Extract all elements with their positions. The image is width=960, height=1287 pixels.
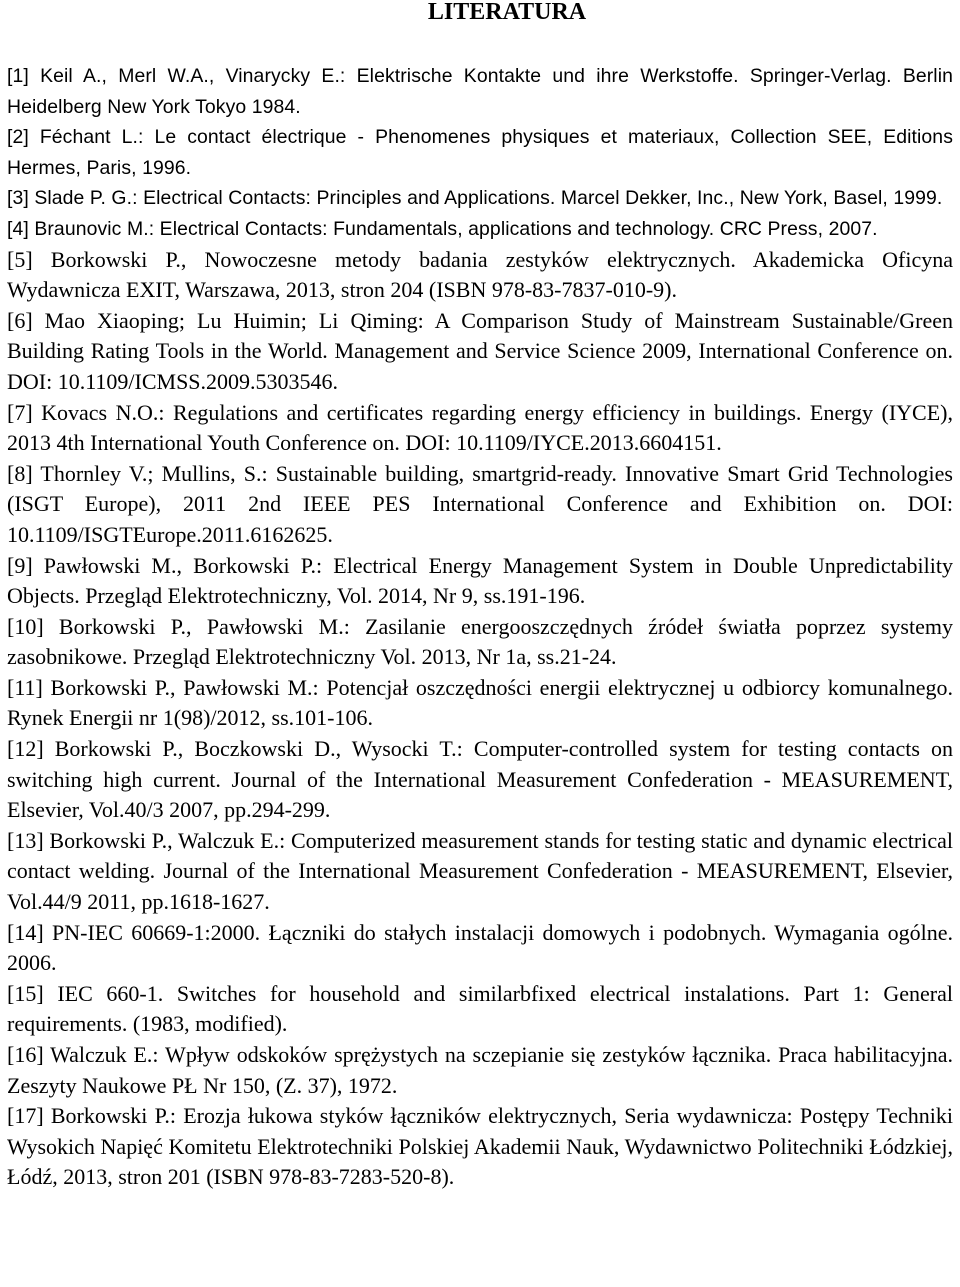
reference-item: [12] Borkowski P., Boczkowski D., Wysocki T.: Computer-controlled system for testing contacts on switching high current. Journal of the International Measurement Confederation - MEASUREMENT, Elsevier, Vol.40/3 2007, pp.294-299. <box>7 736 953 823</box>
reference-item: [7] Kovacs N.O.: Regulations and certificates regarding energy efficiency in buildings. Energy (IYCE), 2013 4th International Youth Conference on. DOI: 10.1109/IYCE.2013.6604151. <box>7 399 953 456</box>
reference-list <box>7 61 953 1193</box>
reference-item: [16] Walczuk E.: Wpływ odskoków sprężystych na sczepianie się zestyków łącznika. Praca habilitacyjna. Zeszyty Naukowe PŁ Nr 150, (Z. 37), 1972. <box>7 1042 953 1098</box>
reference-item: [3] Slade P. G.: Electrical Contacts: Principles and Applications. Marcel Dekker, Inc., New York, Basel, 1999. <box>7 187 943 210</box>
reference-item: [1] Keil A., Merl W.A., Vinarycky E.: Elektrische Kontakte und ihre Werkstoffe. Springer-Verlag. Berlin Heidelberg New York Tokyo 1984. <box>7 65 953 118</box>
reference-item: [4] Braunovic M.: Electrical Contacts: Fundamentals, applications and technology. CRC Press, 2007. <box>7 217 878 240</box>
reference-item: [17] Borkowski P.: Erozja łukowa styków łączników elektrycznych, Seria wydawnicza: Postępy Techniki Wysokich Napięć Komitetu Elektrotechniki Polskiej Akademii Nauk, Wydawnictwo Politechniki Łódzkiej, Łódź, 2013, stron 201 (ISBN 978-83-7283-520-8). <box>7 1103 953 1190</box>
reference-item: [14] PN-IEC 60669-1:2000. Łączniki do stałych instalacji domowych i podobnych. Wymagania ogólne. 2006. <box>7 919 953 976</box>
reference-item: [2] Féchant L.: Le contact électrique - Phenomenes physiques et materiaux, Collection SEE, Editions Hermes, Paris, 1996. <box>7 126 953 179</box>
reference-item: [15] IEC 660-1. Switches for household and similarbfixed electrical instalations. Part 1: General requirements. (1983, modified). <box>7 980 953 1037</box>
reference-item: [6] Mao Xiaoping; Lu Huimin; Li Qiming: A Comparison Study of Mainstream Sustainable/Green Building Rating Tools in the World. Management and Service Science 2009, International Conference on. DOI: 10.1109/ICMSS.2009.5303546. <box>7 307 953 394</box>
reference-item: [5] Borkowski P., Nowoczesne metody badania zestyków elektrycznych. Akademicka Oficyna Wydawnicza EXIT, Warszawa, 2013, stron 204 (ISBN 978-83-7837-010-9). <box>7 246 953 303</box>
reference-item: [10] Borkowski P., Pawłowski M.: Zasilanie energooszczędnych źródeł światła poprzez systemy zasobnikowe. Przegląd Elektrotechniczny Vol. 2013, Nr 1a, ss.21-24. <box>7 613 953 670</box>
reference-item: [13] Borkowski P., Walczuk E.: Computerized measurement stands for testing static and dynamic electrical contact welding. Journal of the International Measurement Confederation - MEASUREMENT, Elsevier, Vol.44/9 2011, pp.1618-1627. <box>7 827 953 915</box>
reference-item: [11] Borkowski P., Pawłowski M.: Potencjał oszczędności energii elektrycznej u odbiorcy komunalnego. Rynek Energii nr 1(98)/2012, ss.101-106. <box>7 674 953 731</box>
page-title: LITERATURA <box>427 0 587 25</box>
reference-item: [8] Thornley V.; Mullins, S.: Sustainable building, smartgrid-ready. Innovative Smart Grid Technologies (ISGT Europe), 2011 2nd IEEE PES International Conference and Exhibition on. DOI: 10.1109/ISGTEurope.2011.6162625. <box>7 460 953 547</box>
reference-item: [9] Pawłowski M., Borkowski P.: Electrical Energy Management System in Double Unpredictability Objects. Przegląd Elektrotechniczny, Vol. 2014, Nr 9, ss.191-196. <box>7 552 953 609</box>
